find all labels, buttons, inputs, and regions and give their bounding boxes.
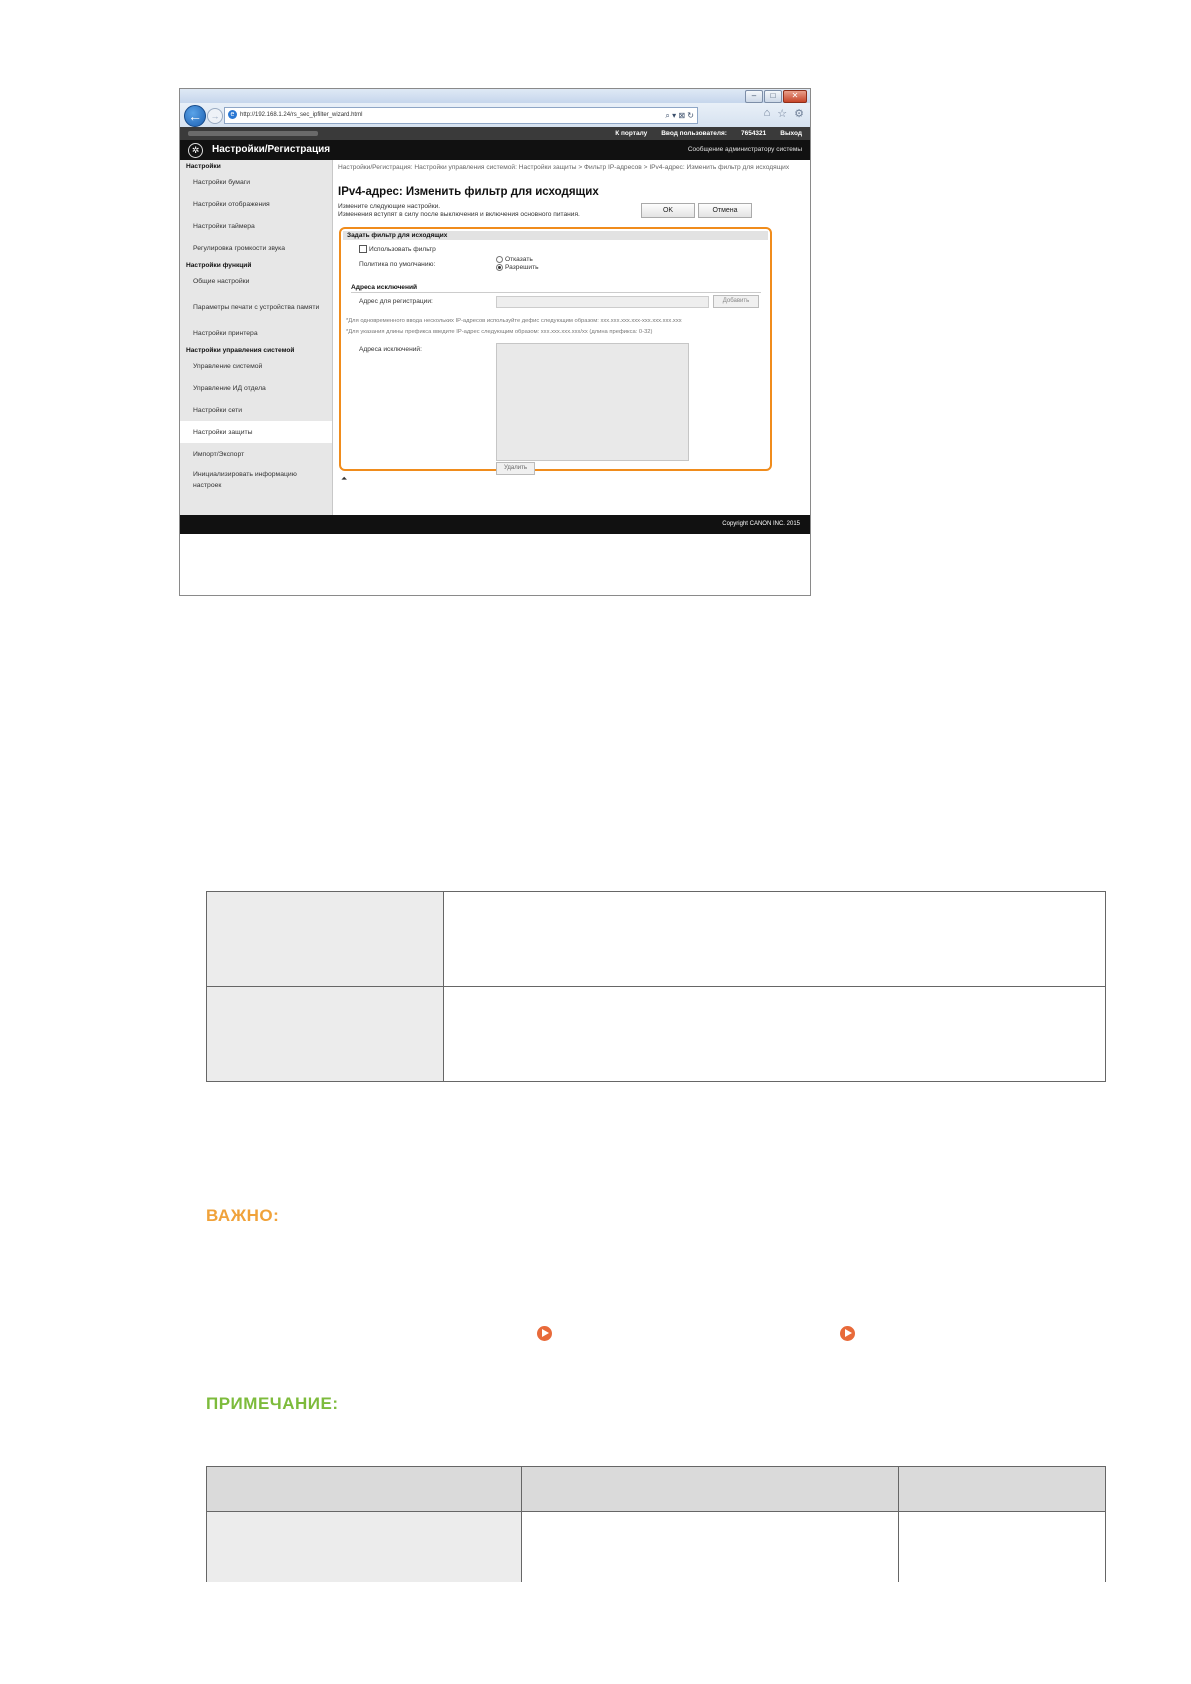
- admin-message-link[interactable]: Сообщение администратору системы: [687, 146, 802, 153]
- info-text: [338, 203, 618, 219]
- exceptions-list[interactable]: [496, 343, 689, 461]
- table-row: [207, 1512, 1106, 1585]
- table-header-cell: [207, 1467, 522, 1512]
- window-titlebar: [180, 89, 810, 103]
- use-filter-checkbox[interactable]: [359, 245, 367, 253]
- address-bar[interactable]: [224, 107, 698, 124]
- table-cell: [899, 1512, 1106, 1585]
- close-icon[interactable]: ✕: [783, 90, 807, 103]
- browser-screenshot: [179, 88, 811, 596]
- sidebar-group-settings: Настройки: [186, 163, 221, 170]
- policy-allow-option[interactable]: [496, 264, 539, 271]
- note-heading: ПРИМЕЧАНИЕ:: [206, 1394, 339, 1413]
- device-name-blurred: [188, 131, 318, 136]
- sidebar-item-volume[interactable]: Регулировка громкости звука: [193, 244, 286, 252]
- link-arrow-icon[interactable]: [840, 1326, 855, 1341]
- settings-logo-icon: ✲: [188, 143, 203, 158]
- sidebar-group-system: Настройки управления системой: [186, 347, 295, 354]
- info-line-2: Изменения вступят в силу после выключения и включения основного питания.: [338, 211, 580, 218]
- policy-reject-option[interactable]: [496, 256, 533, 263]
- exceptions-list-label: Адреса исключений:: [359, 346, 422, 353]
- minimize-icon[interactable]: –: [745, 90, 763, 103]
- exceptions-heading: Адреса исключений: [351, 284, 761, 293]
- settings-table: [206, 891, 1106, 1082]
- table-cell-value: [444, 987, 1106, 1082]
- table-cell: [207, 1512, 522, 1585]
- logout-link[interactable]: Выход: [780, 130, 802, 137]
- forward-arrow-icon[interactable]: →: [207, 108, 223, 124]
- address-tools[interactable]: ⌕ ▾ ⊠ ↻: [665, 111, 694, 120]
- note-range: *Для одновременного ввода нескольких IP-адресов используйте дефис следующим образом: xxx.xxx.xxx.xxx-xxx.xxx.xxx.xxx: [346, 318, 682, 324]
- important-heading: ВАЖНО:: [206, 1206, 280, 1225]
- portal-link[interactable]: К порталу: [615, 130, 648, 137]
- sidebar-item-initialize[interactable]: Инициализировать информацию настроек: [193, 471, 297, 489]
- use-filter-row[interactable]: [359, 245, 436, 253]
- page-title: IPv4-адрес: Изменить фильтр для исходящих: [338, 186, 599, 198]
- login-user-id: 7654321: [740, 130, 767, 137]
- settings-gear-icon[interactable]: ⚙: [794, 108, 804, 120]
- sidebar-item-display[interactable]: Настройки отображения: [193, 200, 270, 208]
- sidebar-item-common[interactable]: Общие настройки: [193, 277, 250, 285]
- site-footer: [180, 515, 810, 534]
- sidebar-item-timer[interactable]: Настройки таймера: [193, 222, 255, 230]
- policy-allow-radio[interactable]: [496, 264, 503, 271]
- sidebar: [180, 160, 333, 515]
- sidebar-item-network[interactable]: Настройки сети: [193, 406, 243, 414]
- table-row: [207, 892, 1106, 987]
- home-icon[interactable]: ⌂: [763, 107, 771, 119]
- table-header-cell: [522, 1467, 899, 1512]
- site-topbar: [180, 127, 810, 140]
- use-filter-label: Использовать фильтр: [369, 245, 436, 253]
- table-cell: [522, 1512, 899, 1585]
- main-content: [338, 160, 800, 515]
- link-arrow-icon[interactable]: [537, 1326, 552, 1341]
- policy-reject-radio[interactable]: [496, 256, 503, 263]
- favorites-star-icon[interactable]: ☆: [777, 108, 788, 120]
- maximize-icon[interactable]: □: [764, 90, 782, 103]
- back-arrow-icon[interactable]: ←: [184, 105, 206, 127]
- table-cell-value: [444, 892, 1106, 987]
- address-url: http://192.168.1.24/rs_sec_ipfilter_wizard.html: [240, 112, 363, 118]
- default-policy-label: Политика по умолчанию:: [359, 261, 436, 268]
- cancel-button[interactable]: Отмена: [698, 203, 752, 218]
- ok-button[interactable]: OK: [641, 203, 695, 218]
- page-cutoff: [0, 1582, 1191, 1684]
- info-line-1: Измените следующие настройки.: [338, 203, 441, 210]
- page-icon: e: [228, 110, 237, 119]
- sidebar-group-functions: Настройки функций: [186, 262, 252, 269]
- site-header: [180, 140, 810, 160]
- add-button[interactable]: Добавить: [713, 295, 759, 308]
- panel-title: Задать фильтр для исходящих: [343, 231, 768, 240]
- policy-reject-label: Отказать: [505, 256, 533, 263]
- table-header-row: [207, 1467, 1106, 1512]
- table-cell-key: [207, 987, 444, 1082]
- sidebar-item-dept-id[interactable]: Управление ИД отдела: [193, 384, 266, 392]
- policy-allow-label: Разрешить: [505, 264, 539, 271]
- outgoing-filter-panel: [339, 227, 772, 471]
- browser-toolbar: [180, 103, 810, 128]
- scroll-to-top-icon[interactable]: ⏶: [341, 474, 348, 483]
- login-user-label: Ввод пользователя:: [661, 130, 727, 137]
- table-cell-key: [207, 892, 444, 987]
- sidebar-item-paper[interactable]: Настройки бумаги: [193, 178, 251, 186]
- sidebar-item-printer[interactable]: Настройки принтера: [193, 329, 258, 337]
- sidebar-item-memory-print[interactable]: Параметры печати с устройства памяти: [193, 303, 320, 311]
- copyright: Copyright CANON INC. 2015: [722, 521, 800, 527]
- register-address-input[interactable]: [496, 296, 709, 308]
- note-prefix: *Для указания длины префикса введите IP-адрес следующим образом: xxx.xxx.xxx.xxx/xx (длина префикса: 0-32): [346, 329, 653, 335]
- sidebar-item-system[interactable]: Управление системой: [193, 362, 263, 370]
- sidebar-item-security[interactable]: Настройки защиты: [180, 421, 332, 443]
- sidebar-item-import-export[interactable]: Импорт/Экспорт: [193, 450, 245, 458]
- register-address-label: Адрес для регистрации:: [359, 298, 433, 305]
- site-title: Настройки/Регистрация: [212, 144, 331, 155]
- table-row: [207, 987, 1106, 1082]
- note-table: [206, 1466, 1106, 1585]
- breadcrumb: Настройки/Регистрация: Настройки управления системой: Настройки защиты > Фильтр IP-адресов > IPv4-адрес: Изменить фильтр для исходящих: [338, 164, 790, 171]
- table-header-cell: [899, 1467, 1106, 1512]
- delete-button[interactable]: Удалить: [496, 462, 535, 475]
